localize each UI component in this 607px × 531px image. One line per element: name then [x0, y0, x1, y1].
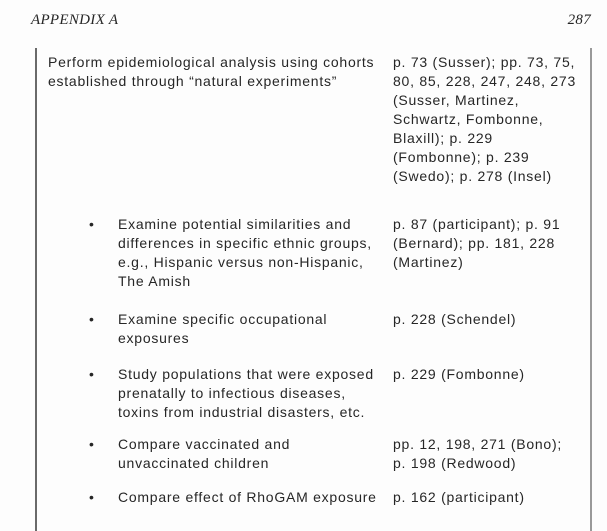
refs-cell: p. 87 (participant); p. 91 (Bernard); pp. 181, 228 (Martinez) — [393, 216, 561, 270]
refs-cell: p. 162 (participant) — [393, 489, 525, 505]
table-row-bullet — [37, 365, 590, 422]
topic-text: Compare effect of RhoGAM exposure — [118, 489, 377, 505]
table-row-bullet — [37, 215, 590, 291]
topic-cell — [37, 435, 393, 473]
reference-table — [35, 48, 592, 531]
running-title: APPENDIX A — [31, 12, 119, 28]
bullet-icon: • — [89, 366, 95, 382]
bullet-icon: • — [89, 436, 95, 452]
table-row-intro — [37, 53, 590, 186]
refs-cell: pp. 12, 198, 271 (Bono); p. 198 (Redwood) — [393, 436, 562, 471]
bullet-icon: • — [89, 489, 95, 505]
bullet-icon: • — [89, 216, 95, 232]
topic-cell: Perform epidemiological analysis using cohorts established through “natural experiments” — [48, 54, 375, 89]
refs-cell: p. 228 (Schendel) — [393, 311, 517, 327]
bullet-icon: • — [89, 311, 95, 327]
page-number: 287 — [567, 12, 591, 28]
table-row-bullet — [37, 310, 590, 348]
running-header — [31, 12, 591, 29]
topic-text: Examine specific occupational exposures — [118, 311, 328, 346]
topic-text: Study populations that were exposed prenatally to infectious diseases, toxins from industrial disasters, etc. — [118, 366, 374, 420]
topic-cell — [37, 215, 393, 291]
topic-text: Compare vaccinated and unvaccinated children — [118, 436, 291, 471]
topic-cell — [37, 365, 393, 422]
topic-cell — [37, 310, 393, 348]
refs-cell: p. 229 (Fombonne) — [393, 366, 525, 382]
refs-cell: p. 73 (Susser); pp. 73, 75, 80, 85, 228, 247, 248, 273 (Susser, Martinez, Schwartz, Fombonne, Blaxill); p. 229 (Fombonne); p. 239 (Swedo); p. 278 (Insel) — [393, 54, 576, 184]
topic-text: Examine potential similarities and differences in specific ethnic groups, e.g., Hispanic versus non-Hispanic, The Amish — [118, 216, 372, 289]
table-row-bullet — [37, 435, 590, 473]
topic-cell — [37, 488, 393, 507]
table-row-bullet — [37, 488, 590, 507]
